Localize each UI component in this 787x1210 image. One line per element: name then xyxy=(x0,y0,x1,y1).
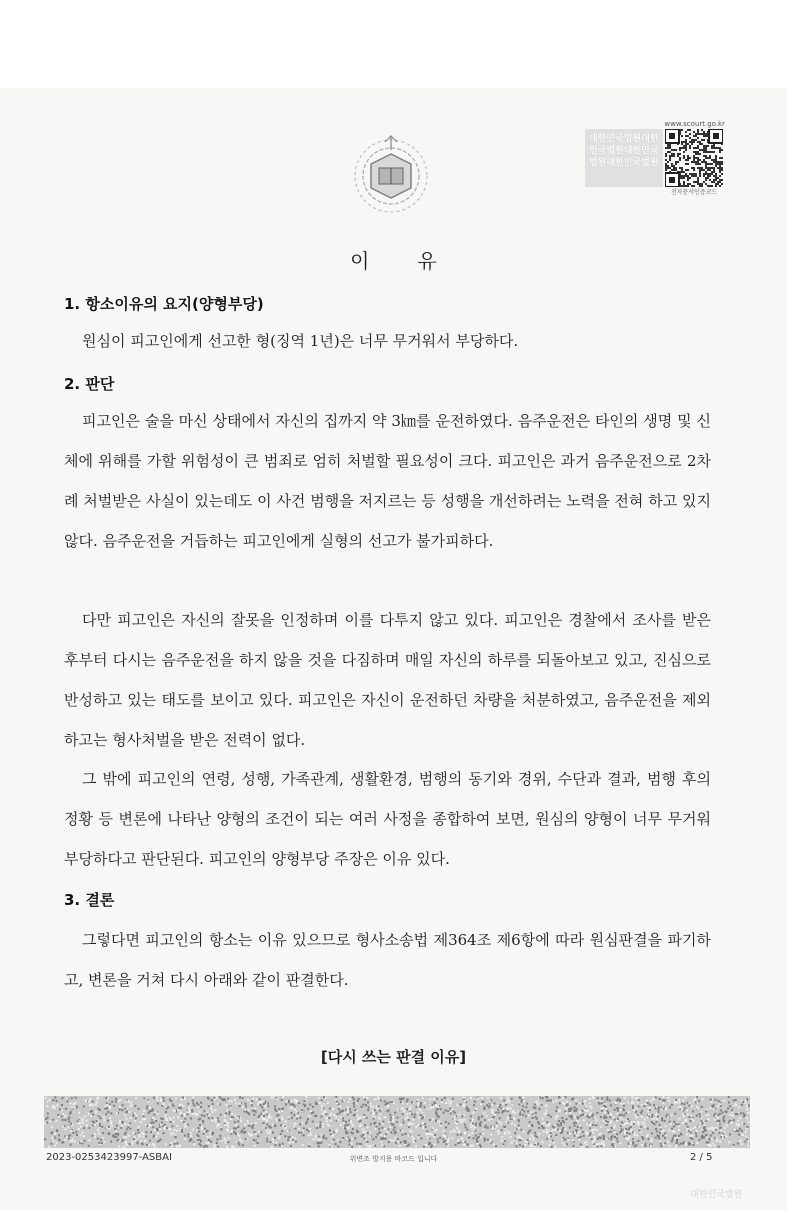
document-id: 2023-0253423997-ASBAI xyxy=(46,1152,172,1163)
authentication-code-block xyxy=(585,120,725,195)
qr-caption: 전자문서인증코드 xyxy=(670,189,718,196)
paragraph-judgment-2: 다만 피고인은 자신의 잘못을 인정하며 이를 다투지 않고 있다. 피고인은 경찰에서 조사를 받은 후부터 다시는 음주운전을 하지 않을 것을 다짐하며 매일 자신의 하루를 되돌아보고 있고, 진심으로 반성하고 있는 태도를 보이고 있다. 피고인은 자신이 운전하던 차량을 처분하였고, 음주운전을 제외하고는 형사처벌을 받은 전력이 없다. xyxy=(64,611,711,749)
paragraph-judgment-1: 피고인은 술을 마신 상태에서 자신의 집까지 약 3㎞를 운전하였다. 음주운전은 타인의 생명 및 신체에 위해를 가할 위험성이 큰 범죄로 엄히 처벌할 필요성이 크다. 피고인은 과거 음주운전으로 2차례 처벌받은 사실이 있는데도 이 사건 범행을 저지르는 등 성행을 개선하려는 노력을 전혀 하고 있지 않다. 음주운전을 거듭하는 피고인에게 실형의 선고가 불가피하다. xyxy=(64,412,711,550)
court-url: www.scourt.go.kr xyxy=(664,120,725,128)
court-watermark: 대한민국법원 xyxy=(690,1190,743,1200)
barcode-notice: 위변조 방지용 바코드 입니다 xyxy=(349,1155,438,1163)
anti-forgery-barcode xyxy=(44,1096,750,1148)
watermark-text: 대한민국법원대한민국법원대한민국법원대한민국법원 xyxy=(589,134,659,168)
paragraph-appeal-summary: 원심이 피고인에게 선고한 형(징역 1년)은 너무 무거워서 부당하다. xyxy=(82,332,519,350)
qr-code-icon xyxy=(665,129,723,187)
rewritten-judgment-heading: [다시 쓰는 판결 이유] xyxy=(320,1048,467,1066)
court-watermark-stamp xyxy=(585,129,663,187)
court-emblem-icon xyxy=(345,128,437,220)
document-title: 이유 xyxy=(350,249,485,273)
section-heading-conclusion: 3. 결론 xyxy=(64,891,115,909)
section-heading-grounds-of-appeal: 1. 항소이유의 요지(양형부당) xyxy=(64,295,264,313)
page-number: 2 / 5 xyxy=(690,1152,713,1163)
paragraph-conclusion: 그렇다면 피고인의 항소는 이유 있으므로 형사소송법 제364조 제6항에 따라 원심판결을 파기하고, 변론을 거쳐 다시 아래와 같이 판결한다. xyxy=(64,931,711,989)
paragraph-judgment-3: 그 밖에 피고인의 연령, 성행, 가족관계, 생활환경, 범행의 동기와 경위, 수단과 결과, 범행 후의 정황 등 변론에 나타난 양형의 조건이 되는 여러 사정을 종합하여 보면, 원심의 양형이 너무 무거워 부당하다고 판단된다. 피고인의 양형부당 주장은 이유 있다. xyxy=(64,770,711,868)
section-heading-judgment: 2. 판단 xyxy=(64,375,115,393)
